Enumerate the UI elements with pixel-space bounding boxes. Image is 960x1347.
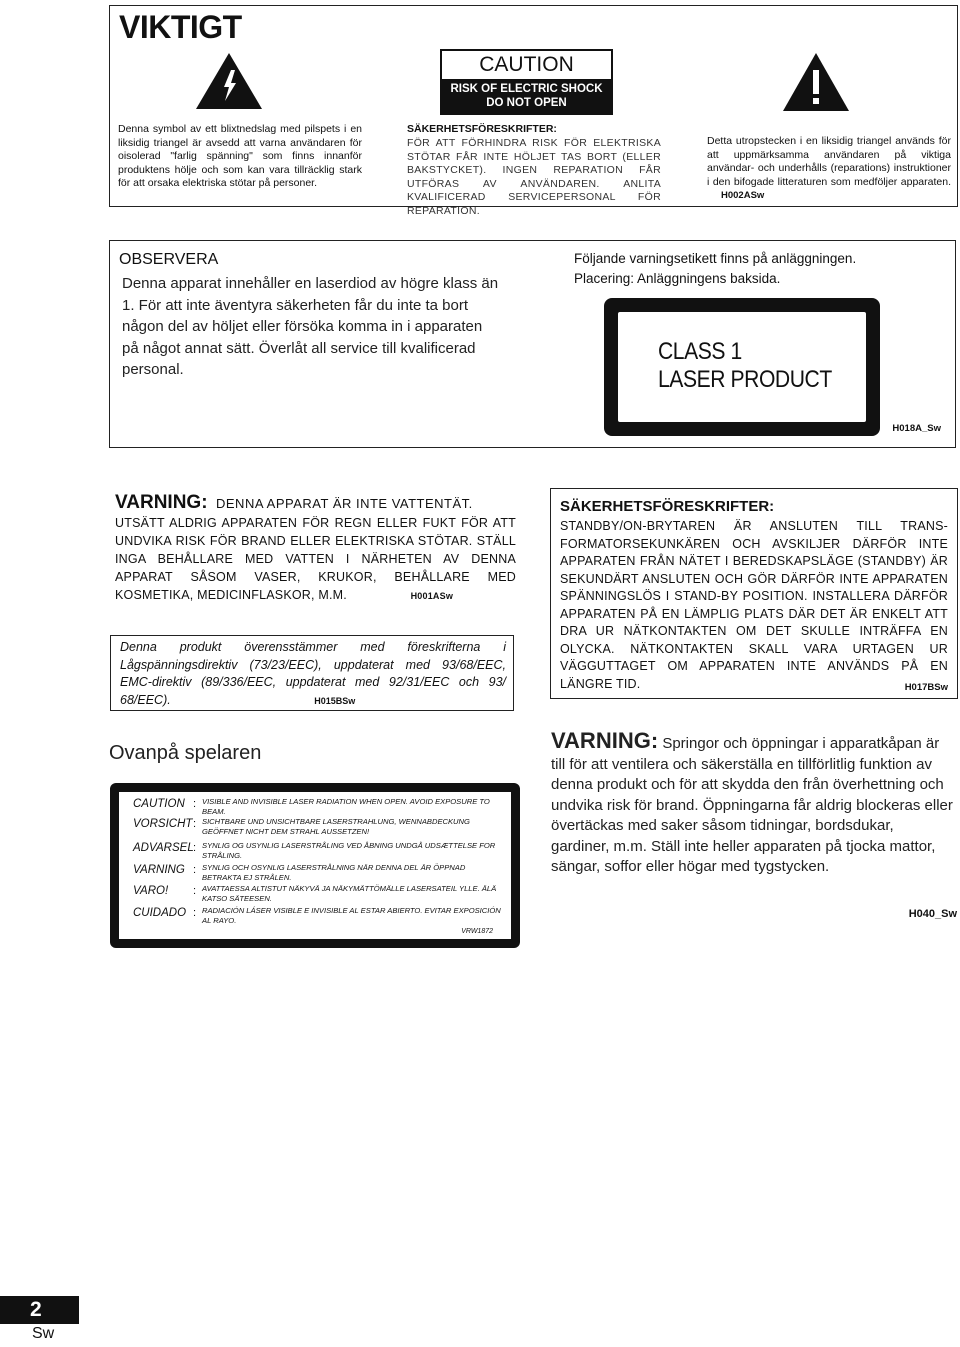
page-number: 2	[30, 1298, 42, 1321]
laser-warning-code: VRW1872	[461, 928, 493, 935]
ventilation-head: VARNING:	[551, 728, 659, 753]
caution-line2: DO NOT OPEN	[486, 97, 567, 109]
varning-water-body: UTSÄTT ALDRIG APPARATEN FÖR REGN ELLER FUKT FÖR ATT UNDVIKA RISK FÖR BRAND ELLER ELEKTRISKA STÖTAR. STÄLL INGA BEHÅLLARE MED VATTEN I NÄRHETEN AV DENNA APPARAT SÅSOM VASER, KRUKOR, BEHÅLLARE MED KOSMETIKA, MEDICINFLASKOR, M.M.	[115, 516, 516, 602]
viktigt-title: VIKTIGT	[119, 9, 242, 45]
laser-label-line1: CLASS 1	[658, 338, 742, 365]
observera-title: OBSERVERA	[119, 251, 219, 268]
laser-warning-row	[119, 816, 511, 838]
varning-water-code: H001ASw	[410, 591, 454, 601]
laser-warning-row	[119, 883, 511, 905]
varning-water-head-rest: DENNA APPARAT ÄR INTE VATTENTÄT.	[216, 496, 473, 511]
standby-box	[550, 488, 958, 699]
standby-code: H017BSw	[904, 682, 948, 693]
laser-warning-message: SYNLIG OG USYNLIG LASERSTRÅLING VED ÅBNING UNDGÅ UDSÆTTELSE FOR STRÅLING.	[202, 841, 496, 860]
eec-code: H015BSw	[314, 695, 356, 706]
caution-title: CAUTION	[479, 53, 574, 76]
observera-text: Denna apparat innehåller en laserdiod av högre klass än 1. För att inte äventyra säkerheten får du inte ta bort någon del av höljet eller försöka komma in i apparaten på något annat sätt. Överlåt all service till kvalificerad personal.	[122, 275, 499, 378]
laser-warning-label-text: CAUTION	[133, 798, 185, 810]
laser-warning-message: AVATTAESSA ALTISTUT NÄKYVÄ JA NÄKYMÄTTÖMÄLLE LASERSATEIL YLLE. ÄLÄ KATSO SÄTEESEN.	[202, 884, 497, 903]
laser-warning-label-text: VORSICHT	[133, 818, 193, 830]
laser-warning-message: SICHTBARE UND UNSICHTBARE LASERSTRAHLUNG, WENNABDECKUNG GEÖFFNET NICHT DEM STRAHL AUSSETZEN!	[202, 817, 470, 836]
ventilation-text	[551, 728, 956, 878]
viktigt-center-text: FÖR ATT FÖRHINDRA RISK FÖR ELEKTRISKA STÖTAR FÅR INTE HÖLJET TAS BORT (ELLER BAKSTYCKET). INGEN REPARATION FÅR UTFÖRAS AV ANVÄNDAREN. ANLITA KVALIFICERAD SERVICEPERSONAL FÖR REPARATION.	[407, 137, 661, 217]
class1-laser-label	[604, 298, 880, 436]
laser-warning-separator: :	[193, 885, 197, 897]
viktigt-right-code: H002ASw	[721, 190, 765, 202]
page-number-box	[0, 1296, 79, 1324]
laser-warning-label-text: CUIDADO	[133, 907, 187, 919]
laser-warning-label-text: VARNING	[133, 864, 185, 876]
lightning-triangle-icon	[196, 53, 262, 109]
varning-water-heading	[115, 492, 473, 514]
label-intro-2: Placering: Anläggningens baksida.	[574, 271, 781, 286]
laser-warning-separator: :	[193, 842, 197, 854]
page-lang: Sw	[32, 1325, 55, 1342]
viktigt-right-body: Detta utropstecken i en liksidig triangel används för att uppmärksamma användaren på viktiga användar- och underhålls (reparations) instruktioner i den bifogade litteraturen som medföljer apparaten.	[707, 135, 951, 188]
standby-text: STANDBY/ON-BRYTAREN ÄR ANSLUTEN TILL TRANS-FORMATORSEKUNKÄREN OCH AVSKILJER DÄRFÖR INTE APPARATEN FRÅN NÄTET I BEREDSKAPSLÄGE (STANDBY) ÄR SEKUNDÄRT ANSLUTEN OCH GÖR DÄRFÖR INTE APPARATEN SPÄNNINGSLÖS I STAND-BY POSITION. INSTALLERA DÄRFÖR APPARATEN PÅ EN LÄMPLIG PLATS DÄR DET ÄR ENKELT ATT DRA UR NÄTKONTAKTEN OM DET SKULLE INTRÄFFA EN OLYCKA. NÄTKONTAKTEN SKALL VARA URTAGEN UR VÄGGUTTAGET OM APPARATEN INTE ANVÄNDS PÅ EN LÄNGRE TID.	[560, 519, 948, 691]
exclamation-triangle-icon	[783, 53, 849, 111]
laser-warning-row	[119, 862, 511, 884]
standby-head: SÄKERHETSFÖRESKRIFTER:	[560, 498, 775, 515]
laser-warning-separator: :	[193, 798, 197, 810]
eec-box	[110, 635, 514, 711]
viktigt-left-text: Denna symbol av ett blixtnedslag med pilspets i en liksidig triangel är avsedd att varna användaren för oisolerad "farlig spänning" som finns innanför produktens hölje och som kan vara tillräcklig stark för att orsaka elektriska stötar på personer.	[118, 123, 362, 190]
laser-warning-message: VISIBLE AND INVISIBLE LASER RADIATION WHEN OPEN. AVOID EXPOSURE TO BEAM.	[202, 797, 490, 816]
label-intro-1: Följande varningsetikett finns på anläggningen.	[574, 251, 857, 266]
laser-warning-label	[110, 783, 520, 948]
laser-warning-separator: :	[193, 907, 197, 919]
viktigt-right-text	[707, 135, 951, 203]
laser-label-line2: LASER PRODUCT	[658, 366, 832, 393]
laser-warning-separator: :	[193, 864, 197, 876]
varning-water-text	[115, 514, 516, 605]
laser-warning-message: SYNLIG OCH OSYNLIG LASERSTRÅLNING NÄR DENNA DEL ÄR ÖPPNAD BETRAKTA EJ STRÅLEN.	[202, 863, 466, 882]
ventilation-body: Springor och öppningar i apparatkåpan är till för att ventilera och säkerställa en tillförlitlig funktion av denna produkt och för att skydda den från överhettning och undvika risk för brand. Öppningarna får aldrig blockeras eller övertäckas med saker såsom tidningar, bordsdukar, gardiner, m.m. Ställ inte heller apparaten på tjocka mattor, sängar, soffor eller högar med tygstycken.	[551, 735, 953, 875]
laser-warning-row	[119, 840, 511, 862]
laser-warning-label-text: VARO!	[133, 885, 169, 897]
observera-box	[109, 240, 956, 448]
observera-code: H018A_Sw	[892, 423, 941, 434]
laser-warning-label-text: ADVARSEL	[133, 842, 194, 854]
viktigt-box	[109, 5, 958, 217]
laser-warning-message: RADIACIÓN LÁSER VISIBLE E INVISIBLE AL ESTAR ABIERTO. EVITAR EXPOSICIÓN AL RAYO.	[202, 906, 501, 925]
eec-body: Denna produkt överensstämmer med föreskrifterna i Lågspänningsdirektiv (73/23/EEC), uppdaterat med 93/68/EEC, EMC-direktiv (89/336/EEC, uppdaterat med 92/31/EEC och 93/ 68/EEC).	[120, 640, 506, 707]
ovanpa-title: Ovanpå spelaren	[109, 742, 262, 764]
ventilation-code: H040_Sw	[908, 908, 957, 920]
laser-warning-row	[119, 905, 511, 927]
laser-warning-separator: :	[193, 818, 197, 830]
caution-line1: RISK OF ELECTRIC SHOCK	[450, 83, 603, 95]
varning-water-head: VARNING:	[115, 492, 208, 513]
viktigt-center-heading: SÄKERHETSFÖRESKRIFTER:	[407, 123, 557, 135]
eec-text	[120, 639, 506, 710]
caution-sign	[440, 49, 613, 115]
laser-warning-row	[119, 796, 511, 818]
